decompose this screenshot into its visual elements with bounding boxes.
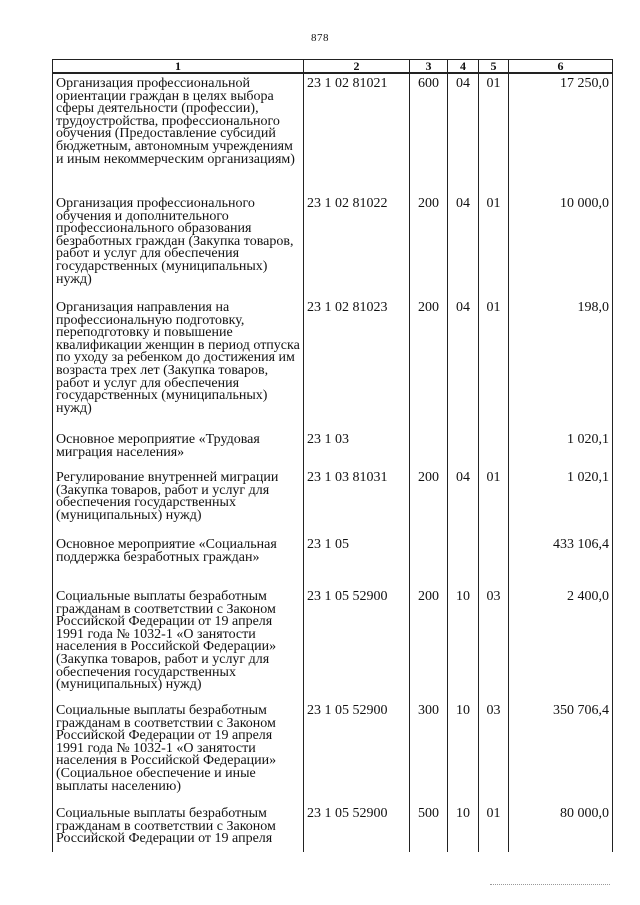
row-col5: 03 <box>479 701 509 804</box>
budget-table <box>52 59 613 852</box>
row-code: 23 1 02 81022 <box>304 194 410 298</box>
row-col5 <box>479 535 509 587</box>
row-name: Организация направления на профессиональную подготовку, переподготовку и повышение квалификации женщин в период отпуска по уходу за ребенком до достижения им возраста трех лет (Закупка товаров, работ и услуг для обеспечения государственных (муниципальных) нужд) <box>53 298 304 430</box>
row-amount: 1 020,1 <box>509 430 613 468</box>
row-col3: 200 <box>410 298 448 430</box>
row-col4: 04 <box>448 468 479 535</box>
row-name: Организация профессионального обучения и дополнительного профессионального образования безработных граждан (Закупка товаров, работ и услуг для обеспечения государственных (муниципальных) нужд) <box>53 194 304 298</box>
row-name: Основное мероприятие «Социальная поддержка безработных граждан» <box>53 535 304 587</box>
table-row <box>53 535 613 587</box>
row-col4: 04 <box>448 194 479 298</box>
row-col5 <box>479 430 509 468</box>
footer-divider <box>490 884 610 885</box>
row-col3: 200 <box>410 468 448 535</box>
row-code: 23 1 03 81031 <box>304 468 410 535</box>
table-row <box>53 298 613 430</box>
table-header <box>53 60 613 74</box>
row-col5: 01 <box>479 804 509 852</box>
table-row <box>53 701 613 804</box>
row-amount: 80 000,0 <box>509 804 613 852</box>
table-header-row <box>53 60 613 74</box>
row-name: Социальные выплаты безработным гражданам в соответствии с Законом Российской Федерации от 19 апреля 1991 года № 1032-1 «О занятости населения в Российской Федерации» (Закупка товаров, работ и услуг для обеспечения государственных (муниципальных) нужд) <box>53 587 304 701</box>
table-row <box>53 194 613 298</box>
page-number: 878 <box>311 32 329 44</box>
column-header-name: 1 <box>53 60 304 74</box>
column-header-3: 3 <box>410 60 448 74</box>
row-col5: 03 <box>479 587 509 701</box>
row-name: Основное мероприятие «Трудовая миграция населения» <box>53 430 304 468</box>
row-name: Социальные выплаты безработным гражданам в соответствии с Законом Российской Федерации от 19 апреля <box>53 804 304 852</box>
row-amount: 10 000,0 <box>509 194 613 298</box>
row-code: 23 1 02 81021 <box>304 73 410 194</box>
row-code: 23 1 05 52900 <box>304 587 410 701</box>
row-col5: 01 <box>479 298 509 430</box>
row-amount: 198,0 <box>509 298 613 430</box>
row-amount: 2 400,0 <box>509 587 613 701</box>
row-code: 23 1 05 52900 <box>304 701 410 804</box>
row-amount: 17 250,0 <box>509 73 613 194</box>
row-col3 <box>410 535 448 587</box>
row-col4: 10 <box>448 587 479 701</box>
row-col3: 200 <box>410 194 448 298</box>
row-code: 23 1 03 <box>304 430 410 468</box>
row-col5: 01 <box>479 468 509 535</box>
row-amount: 350 706,4 <box>509 701 613 804</box>
row-col3: 500 <box>410 804 448 852</box>
row-name: Регулирование внутренней миграции (Закупка товаров, работ и услуг для обеспечения государственных (муниципальных) нужд) <box>53 468 304 535</box>
table-row <box>53 468 613 535</box>
column-header-5: 5 <box>479 60 509 74</box>
row-col4: 04 <box>448 73 479 194</box>
column-header-amount: 6 <box>509 60 613 74</box>
row-code: 23 1 02 81023 <box>304 298 410 430</box>
table-row <box>53 804 613 852</box>
row-col4: 10 <box>448 804 479 852</box>
row-col5: 01 <box>479 194 509 298</box>
row-col4 <box>448 430 479 468</box>
table-row <box>53 587 613 701</box>
row-col3: 200 <box>410 587 448 701</box>
row-amount: 433 106,4 <box>509 535 613 587</box>
row-amount: 1 020,1 <box>509 468 613 535</box>
column-header-code: 2 <box>304 60 410 74</box>
column-header-4: 4 <box>448 60 479 74</box>
row-name: Социальные выплаты безработным гражданам в соответствии с Законом Российской Федерации от 19 апреля 1991 года № 1032-1 «О занятости населения в Российской Федерации» (Социальное обеспечение и иные выплаты населению) <box>53 701 304 804</box>
row-col5: 01 <box>479 73 509 194</box>
table-row <box>53 73 613 194</box>
row-col4: 10 <box>448 701 479 804</box>
row-col3: 300 <box>410 701 448 804</box>
table-row <box>53 430 613 468</box>
row-col3 <box>410 430 448 468</box>
row-col4 <box>448 535 479 587</box>
row-code: 23 1 05 52900 <box>304 804 410 852</box>
row-col3: 600 <box>410 73 448 194</box>
row-name: Организация профессиональной ориентации граждан в целях выбора сферы деятельности (профессии), трудоустройства, профессионального обучения (Предоставление субсидий бюджетным, автономным учреждениям и иным некоммерческим организациям) <box>53 73 304 194</box>
table-body <box>53 73 613 852</box>
row-col4: 04 <box>448 298 479 430</box>
row-code: 23 1 05 <box>304 535 410 587</box>
